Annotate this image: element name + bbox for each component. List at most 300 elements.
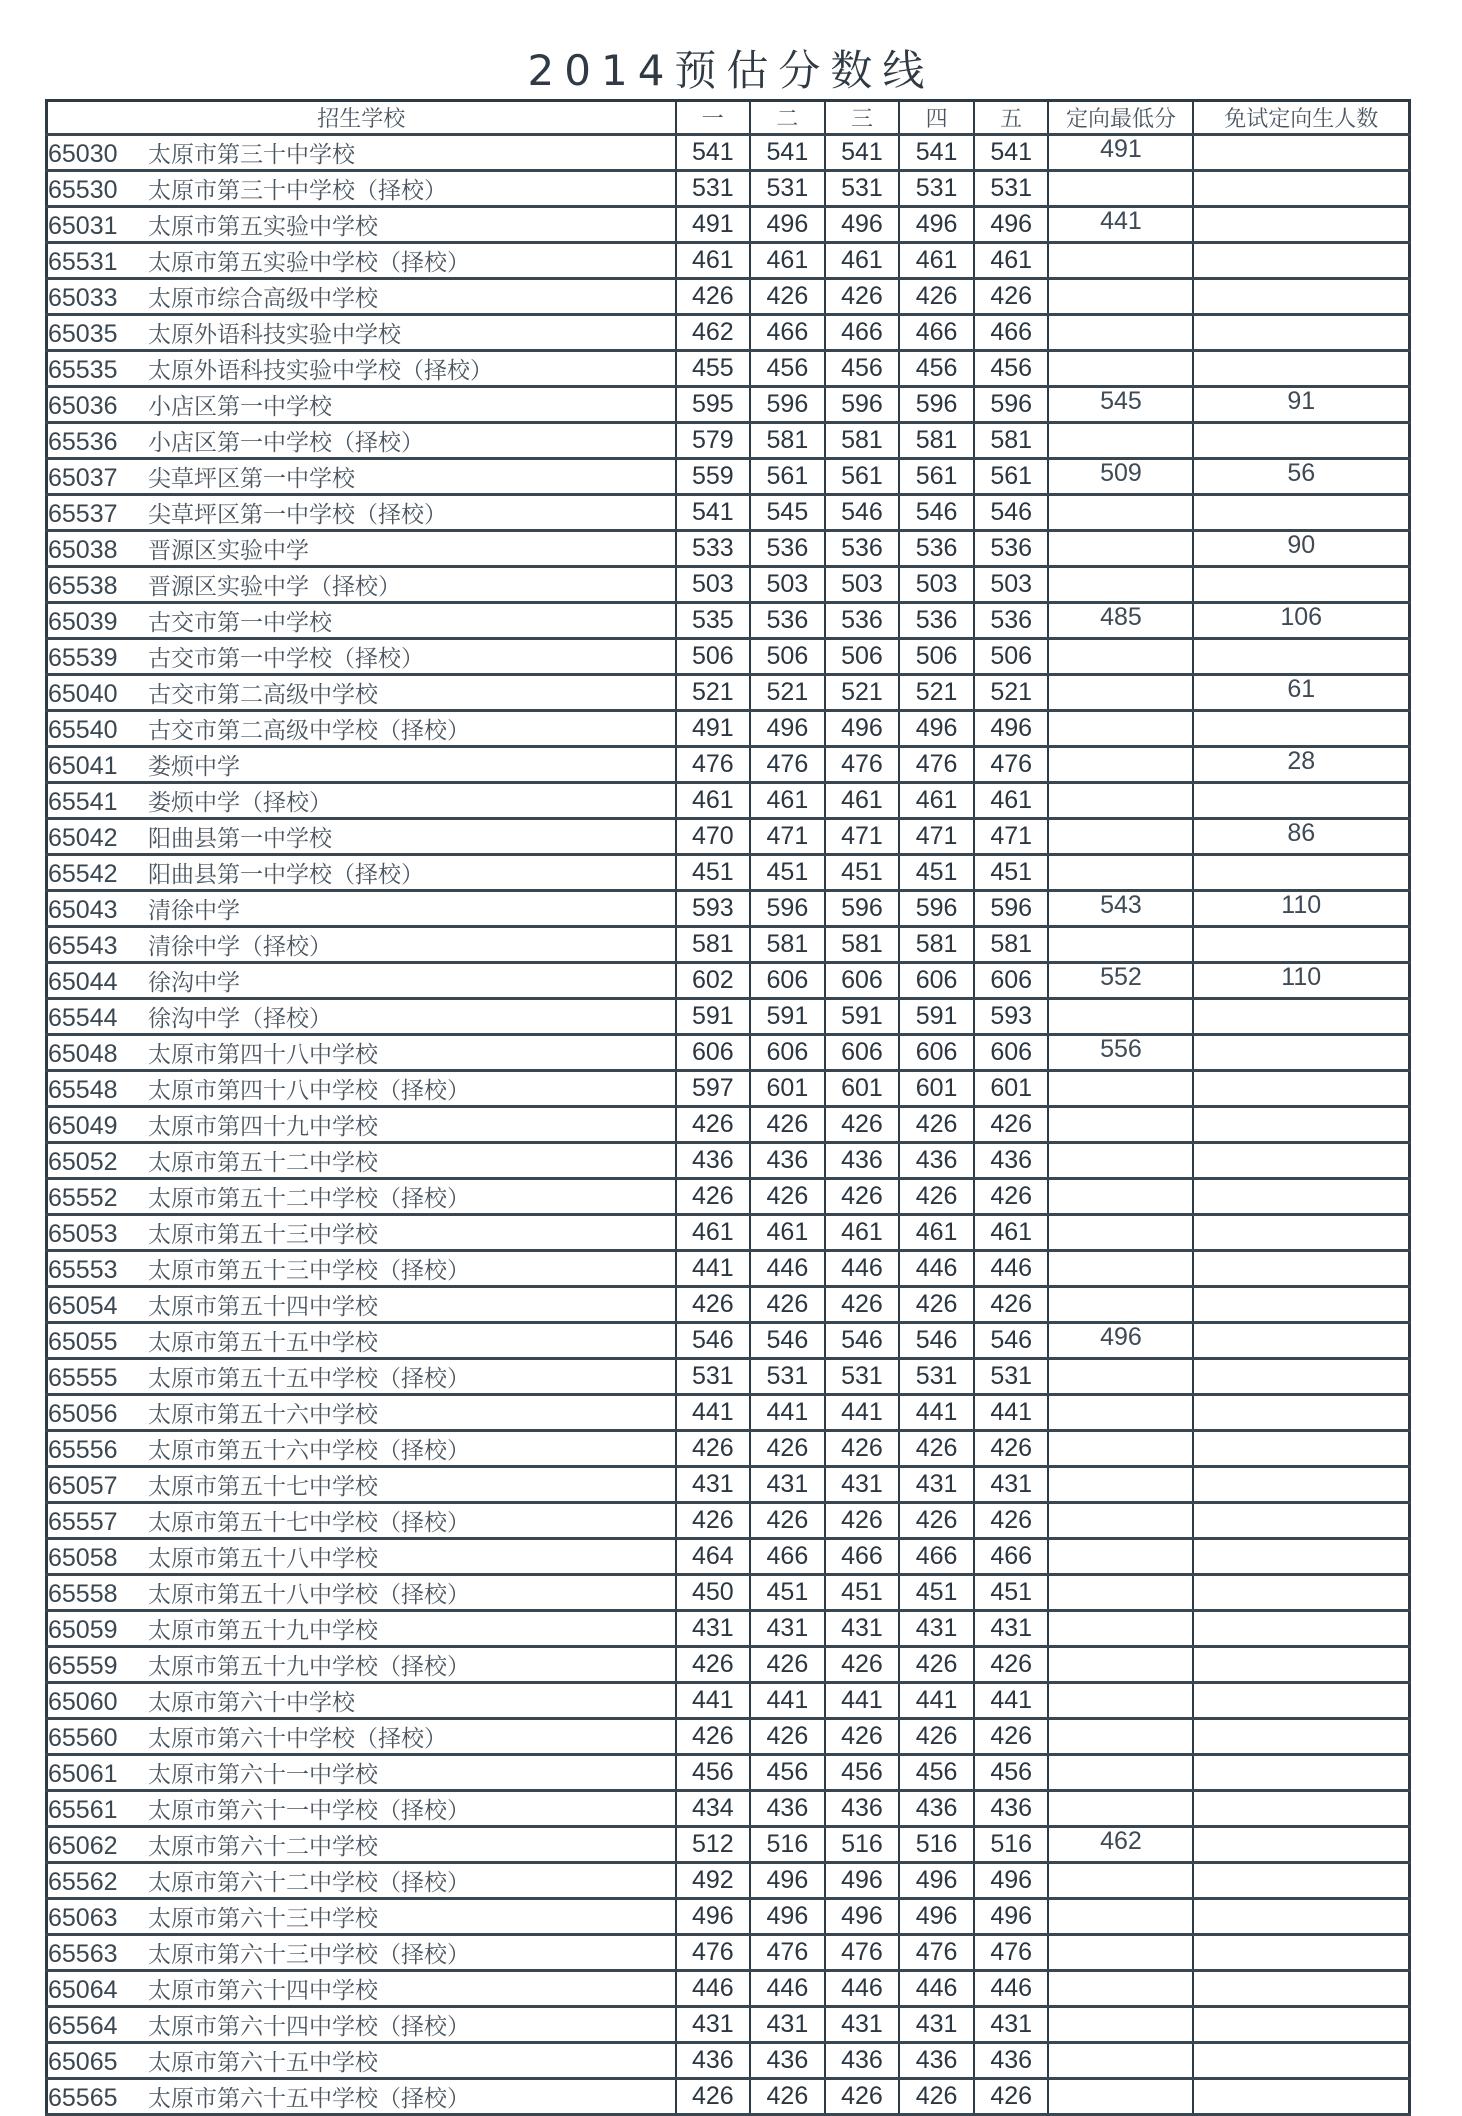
score-cell-5: 446 bbox=[974, 1971, 1049, 2007]
exempt-directed-count-cell bbox=[1193, 207, 1409, 243]
school-cell bbox=[47, 1287, 676, 1323]
score-cell-3: 456 bbox=[825, 1755, 900, 1791]
exempt-directed-count-cell bbox=[1193, 639, 1409, 675]
school-cell bbox=[47, 1863, 676, 1899]
school-name: 古交市第二高级中学校（择校） bbox=[148, 718, 470, 744]
score-cell-3: 426 bbox=[825, 2079, 900, 2115]
score-cell-4: 503 bbox=[899, 567, 974, 603]
school-code: 65059 bbox=[48, 1616, 118, 1644]
score-cell-3: 471 bbox=[825, 819, 900, 855]
score-cell-4: 461 bbox=[899, 243, 974, 279]
score-cell-2: 426 bbox=[750, 1503, 825, 1539]
table-row bbox=[47, 1035, 1410, 1071]
school-name: 徐沟中学（择校） bbox=[148, 1006, 332, 1032]
school-code: 65560 bbox=[48, 1724, 118, 1752]
score-cell-4: 436 bbox=[899, 2043, 974, 2079]
exempt-directed-count-cell bbox=[1193, 999, 1409, 1035]
score-cell-5: 593 bbox=[974, 999, 1049, 1035]
score-cell-1: 446 bbox=[676, 1971, 751, 2007]
directed-min-score-cell bbox=[1048, 351, 1193, 387]
score-cell-2: 426 bbox=[750, 279, 825, 315]
score-cell-3: 581 bbox=[825, 423, 900, 459]
directed-min-score-cell: 543 bbox=[1048, 891, 1193, 927]
score-cell-3: 436 bbox=[825, 2043, 900, 2079]
score-cell-5: 536 bbox=[974, 531, 1049, 567]
directed-min-score-cell: 509 bbox=[1048, 459, 1193, 495]
score-cell-3: 426 bbox=[825, 1179, 900, 1215]
score-cell-1: 541 bbox=[676, 495, 751, 531]
school-name: 清徐中学 bbox=[148, 898, 240, 924]
exempt-directed-count-cell bbox=[1193, 1431, 1409, 1467]
score-cell-5: 436 bbox=[974, 1143, 1049, 1179]
score-cell-2: 426 bbox=[750, 2079, 825, 2115]
table-row bbox=[47, 387, 1410, 423]
school-code: 65564 bbox=[48, 2012, 118, 2040]
exempt-directed-count-cell: 86 bbox=[1193, 819, 1409, 855]
school-code: 65039 bbox=[48, 608, 118, 636]
school-cell bbox=[47, 999, 676, 1035]
exempt-directed-count-cell: 90 bbox=[1193, 531, 1409, 567]
score-cell-4: 496 bbox=[899, 1899, 974, 1935]
exempt-directed-count-cell bbox=[1193, 171, 1409, 207]
school-code: 65540 bbox=[48, 716, 118, 744]
exempt-directed-count-cell bbox=[1193, 1143, 1409, 1179]
score-cell-2: 496 bbox=[750, 1899, 825, 1935]
directed-min-score-cell bbox=[1048, 855, 1193, 891]
score-cell-1: 426 bbox=[676, 1107, 751, 1143]
directed-min-score-cell bbox=[1048, 1215, 1193, 1251]
school-name: 太原市第六十五中学校 bbox=[148, 2050, 378, 2076]
school-cell bbox=[47, 1611, 676, 1647]
directed-min-score-cell bbox=[1048, 1611, 1193, 1647]
header-score-5: 五 bbox=[974, 101, 1049, 135]
score-cell-1: 506 bbox=[676, 639, 751, 675]
score-cell-3: 531 bbox=[825, 1359, 900, 1395]
header-score-3: 三 bbox=[825, 101, 900, 135]
table-row bbox=[47, 2043, 1410, 2079]
score-cell-2: 451 bbox=[750, 1575, 825, 1611]
school-cell bbox=[47, 927, 676, 963]
school-code: 65055 bbox=[48, 1328, 118, 1356]
score-cell-1: 431 bbox=[676, 1467, 751, 1503]
table-row bbox=[47, 711, 1410, 747]
score-cell-3: 461 bbox=[825, 783, 900, 819]
score-cell-3: 536 bbox=[825, 603, 900, 639]
directed-min-score-cell bbox=[1048, 1755, 1193, 1791]
school-name: 太原市第四十九中学校 bbox=[148, 1114, 378, 1140]
score-cell-5: 581 bbox=[974, 423, 1049, 459]
score-cell-4: 496 bbox=[899, 1863, 974, 1899]
school-name: 太原外语科技实验中学校 bbox=[148, 322, 401, 348]
table-row bbox=[47, 855, 1410, 891]
score-cell-3: 606 bbox=[825, 1035, 900, 1071]
exempt-directed-count-cell bbox=[1193, 1251, 1409, 1287]
school-cell bbox=[47, 279, 676, 315]
exempt-directed-count-cell bbox=[1193, 1395, 1409, 1431]
school-code: 65556 bbox=[48, 1436, 118, 1464]
school-cell bbox=[47, 387, 676, 423]
score-cell-3: 426 bbox=[825, 279, 900, 315]
score-cell-3: 596 bbox=[825, 891, 900, 927]
score-cell-4: 531 bbox=[899, 171, 974, 207]
score-cell-1: 426 bbox=[676, 279, 751, 315]
school-name: 晋源区实验中学（择校） bbox=[148, 574, 401, 600]
exempt-directed-count-cell bbox=[1193, 1935, 1409, 1971]
score-cell-2: 451 bbox=[750, 855, 825, 891]
score-cell-2: 426 bbox=[750, 1719, 825, 1755]
score-cell-4: 431 bbox=[899, 1611, 974, 1647]
score-cell-1: 461 bbox=[676, 1215, 751, 1251]
score-cell-5: 451 bbox=[974, 855, 1049, 891]
directed-min-score-cell bbox=[1048, 927, 1193, 963]
school-name: 太原市第五十六中学校 bbox=[148, 1402, 378, 1428]
school-code: 65559 bbox=[48, 1652, 118, 1680]
exempt-directed-count-cell bbox=[1193, 1683, 1409, 1719]
school-cell bbox=[47, 891, 676, 927]
score-cell-3: 476 bbox=[825, 747, 900, 783]
header-score-2: 二 bbox=[750, 101, 825, 135]
score-cell-2: 545 bbox=[750, 495, 825, 531]
school-code: 65060 bbox=[48, 1688, 118, 1716]
school-code: 65057 bbox=[48, 1472, 118, 1500]
score-cell-2: 441 bbox=[750, 1395, 825, 1431]
score-cell-4: 451 bbox=[899, 1575, 974, 1611]
directed-min-score-cell bbox=[1048, 1179, 1193, 1215]
table-row bbox=[47, 1647, 1410, 1683]
score-cell-1: 426 bbox=[676, 1287, 751, 1323]
table-row bbox=[47, 459, 1410, 495]
score-cell-2: 441 bbox=[750, 1683, 825, 1719]
table-row bbox=[47, 783, 1410, 819]
school-cell bbox=[47, 243, 676, 279]
score-cell-4: 496 bbox=[899, 207, 974, 243]
table-row bbox=[47, 1683, 1410, 1719]
table-row bbox=[47, 279, 1410, 315]
school-name: 太原市第六十三中学校（择校） bbox=[148, 1942, 470, 1968]
score-cell-4: 521 bbox=[899, 675, 974, 711]
directed-min-score-cell bbox=[1048, 2043, 1193, 2079]
school-name: 娄烦中学 bbox=[148, 754, 240, 780]
school-name: 太原市第五十七中学校（择校） bbox=[148, 1510, 470, 1536]
school-name: 太原市第五十三中学校（择校） bbox=[148, 1258, 470, 1284]
table-row bbox=[47, 1107, 1410, 1143]
score-cell-5: 496 bbox=[974, 207, 1049, 243]
exempt-directed-count-cell bbox=[1193, 2079, 1409, 2115]
exempt-directed-count-cell bbox=[1193, 567, 1409, 603]
score-cell-5: 441 bbox=[974, 1683, 1049, 1719]
exempt-directed-count-cell bbox=[1193, 1863, 1409, 1899]
score-cell-4: 461 bbox=[899, 783, 974, 819]
score-cell-5: 426 bbox=[974, 279, 1049, 315]
school-name: 古交市第一中学校 bbox=[148, 610, 332, 636]
score-cell-2: 496 bbox=[750, 207, 825, 243]
score-cell-4: 466 bbox=[899, 1539, 974, 1575]
school-cell bbox=[47, 1107, 676, 1143]
directed-min-score-cell bbox=[1048, 315, 1193, 351]
school-code: 65062 bbox=[48, 1832, 118, 1860]
table-row bbox=[47, 603, 1410, 639]
score-cell-5: 503 bbox=[974, 567, 1049, 603]
score-cell-2: 476 bbox=[750, 1935, 825, 1971]
school-code: 65058 bbox=[48, 1544, 118, 1572]
score-cell-4: 446 bbox=[899, 1971, 974, 2007]
score-cell-4: 546 bbox=[899, 1323, 974, 1359]
score-cell-1: 491 bbox=[676, 207, 751, 243]
score-cell-2: 426 bbox=[750, 1179, 825, 1215]
school-cell bbox=[47, 1431, 676, 1467]
score-cell-4: 431 bbox=[899, 2007, 974, 2043]
score-cell-5: 531 bbox=[974, 171, 1049, 207]
school-cell bbox=[47, 1971, 676, 2007]
score-cell-1: 441 bbox=[676, 1251, 751, 1287]
school-cell bbox=[47, 963, 676, 999]
exempt-directed-count-cell bbox=[1193, 1467, 1409, 1503]
score-cell-4: 606 bbox=[899, 963, 974, 999]
school-code: 65542 bbox=[48, 860, 118, 888]
school-code: 65541 bbox=[48, 788, 118, 816]
score-cell-4: 606 bbox=[899, 1035, 974, 1071]
score-cell-1: 559 bbox=[676, 459, 751, 495]
school-cell bbox=[47, 1071, 676, 1107]
score-cell-4: 476 bbox=[899, 1935, 974, 1971]
score-cell-2: 431 bbox=[750, 1611, 825, 1647]
school-cell bbox=[47, 855, 676, 891]
directed-min-score-cell bbox=[1048, 1935, 1193, 1971]
school-code: 65048 bbox=[48, 1040, 118, 1068]
school-code: 65557 bbox=[48, 1508, 118, 1536]
school-cell bbox=[47, 315, 676, 351]
score-cell-1: 456 bbox=[676, 1755, 751, 1791]
exempt-directed-count-cell bbox=[1193, 1611, 1409, 1647]
score-cell-4: 471 bbox=[899, 819, 974, 855]
directed-min-score-cell bbox=[1048, 1647, 1193, 1683]
table-row bbox=[47, 531, 1410, 567]
score-cell-1: 606 bbox=[676, 1035, 751, 1071]
score-cell-2: 606 bbox=[750, 963, 825, 999]
table-row bbox=[47, 639, 1410, 675]
score-cell-3: 441 bbox=[825, 1395, 900, 1431]
exempt-directed-count-cell bbox=[1193, 1071, 1409, 1107]
score-cell-1: 593 bbox=[676, 891, 751, 927]
score-cell-3: 451 bbox=[825, 855, 900, 891]
score-cell-2: 436 bbox=[750, 2043, 825, 2079]
school-code: 65561 bbox=[48, 1796, 118, 1824]
exempt-directed-count-cell bbox=[1193, 315, 1409, 351]
score-cell-4: 426 bbox=[899, 1107, 974, 1143]
school-cell bbox=[47, 1647, 676, 1683]
school-name: 太原市第五十八中学校 bbox=[148, 1546, 378, 1572]
score-cell-2: 476 bbox=[750, 747, 825, 783]
school-cell bbox=[47, 1215, 676, 1251]
exempt-directed-count-cell bbox=[1193, 1359, 1409, 1395]
score-cell-1: 426 bbox=[676, 1179, 751, 1215]
school-cell bbox=[47, 1251, 676, 1287]
score-cell-3: 466 bbox=[825, 315, 900, 351]
table-row bbox=[47, 1503, 1410, 1539]
score-cell-4: 601 bbox=[899, 1071, 974, 1107]
score-cell-4: 591 bbox=[899, 999, 974, 1035]
school-name: 太原市第六十一中学校 bbox=[148, 1762, 378, 1788]
directed-min-score-cell bbox=[1048, 1971, 1193, 2007]
exempt-directed-count-cell bbox=[1193, 1647, 1409, 1683]
school-code: 65531 bbox=[48, 248, 118, 276]
score-cell-2: 531 bbox=[750, 171, 825, 207]
table-row bbox=[47, 1359, 1410, 1395]
score-cell-2: 521 bbox=[750, 675, 825, 711]
score-cell-5: 466 bbox=[974, 1539, 1049, 1575]
directed-min-score-cell bbox=[1048, 279, 1193, 315]
table-row bbox=[47, 1431, 1410, 1467]
school-code: 65043 bbox=[48, 896, 118, 924]
exempt-directed-count-cell: 28 bbox=[1193, 747, 1409, 783]
table-row bbox=[47, 243, 1410, 279]
directed-min-score-cell bbox=[1048, 1683, 1193, 1719]
table-row bbox=[47, 1863, 1410, 1899]
score-cell-2: 546 bbox=[750, 1323, 825, 1359]
score-cell-1: 541 bbox=[676, 135, 751, 171]
school-name: 太原市第六十中学校 bbox=[148, 1690, 355, 1716]
score-cell-2: 496 bbox=[750, 711, 825, 747]
score-cell-5: 476 bbox=[974, 747, 1049, 783]
table-header-row bbox=[47, 101, 1410, 135]
school-code: 65049 bbox=[48, 1112, 118, 1140]
score-cell-1: 535 bbox=[676, 603, 751, 639]
directed-min-score-cell: 556 bbox=[1048, 1035, 1193, 1071]
school-code: 65030 bbox=[48, 140, 118, 168]
school-cell bbox=[47, 2007, 676, 2043]
school-name: 太原市第五实验中学校（择校） bbox=[148, 250, 470, 276]
score-cell-4: 426 bbox=[899, 1647, 974, 1683]
school-code: 65536 bbox=[48, 428, 118, 456]
score-cell-3: 516 bbox=[825, 1827, 900, 1863]
school-code: 65035 bbox=[48, 320, 118, 348]
score-cell-3: 431 bbox=[825, 1611, 900, 1647]
directed-min-score-cell bbox=[1048, 999, 1193, 1035]
school-name: 太原市第五十四中学校 bbox=[148, 1294, 378, 1320]
school-name: 太原市第五十九中学校（择校） bbox=[148, 1654, 470, 1680]
exempt-directed-count-cell bbox=[1193, 1287, 1409, 1323]
table-row bbox=[47, 1575, 1410, 1611]
score-cell-3: 476 bbox=[825, 1935, 900, 1971]
school-code: 65539 bbox=[48, 644, 118, 672]
score-cell-2: 461 bbox=[750, 783, 825, 819]
school-cell bbox=[47, 1035, 676, 1071]
school-name: 太原市第六十二中学校 bbox=[148, 1834, 378, 1860]
exempt-directed-count-cell bbox=[1193, 351, 1409, 387]
table-row bbox=[47, 1971, 1410, 2007]
exempt-directed-count-cell: 61 bbox=[1193, 675, 1409, 711]
school-code: 65054 bbox=[48, 1292, 118, 1320]
table-row bbox=[47, 1323, 1410, 1359]
score-cell-5: 446 bbox=[974, 1251, 1049, 1287]
score-cell-5: 476 bbox=[974, 1935, 1049, 1971]
exempt-directed-count-cell: 56 bbox=[1193, 459, 1409, 495]
directed-min-score-cell bbox=[1048, 1899, 1193, 1935]
school-code: 65038 bbox=[48, 536, 118, 564]
score-cell-1: 462 bbox=[676, 315, 751, 351]
score-cell-1: 579 bbox=[676, 423, 751, 459]
score-cell-3: 461 bbox=[825, 1215, 900, 1251]
school-name: 太原市综合高级中学校 bbox=[148, 286, 378, 312]
table-row bbox=[47, 1215, 1410, 1251]
score-cell-5: 531 bbox=[974, 1359, 1049, 1395]
score-cell-2: 536 bbox=[750, 603, 825, 639]
score-cell-2: 536 bbox=[750, 531, 825, 567]
school-cell bbox=[47, 1539, 676, 1575]
score-cell-2: 426 bbox=[750, 1647, 825, 1683]
table-row bbox=[47, 423, 1410, 459]
score-cell-3: 521 bbox=[825, 675, 900, 711]
table-row bbox=[47, 1611, 1410, 1647]
school-name: 徐沟中学 bbox=[148, 970, 240, 996]
score-cell-5: 536 bbox=[974, 603, 1049, 639]
score-cell-5: 506 bbox=[974, 639, 1049, 675]
exempt-directed-count-cell bbox=[1193, 1575, 1409, 1611]
score-cell-3: 446 bbox=[825, 1971, 900, 2007]
school-name: 太原市第五十六中学校（择校） bbox=[148, 1438, 470, 1464]
school-code: 65530 bbox=[48, 176, 118, 204]
school-name: 小店区第一中学校 bbox=[148, 394, 332, 420]
score-cell-2: 431 bbox=[750, 2007, 825, 2043]
score-cell-1: 431 bbox=[676, 2007, 751, 2043]
school-cell bbox=[47, 1143, 676, 1179]
score-cell-4: 561 bbox=[899, 459, 974, 495]
score-cell-4: 426 bbox=[899, 1431, 974, 1467]
table-row bbox=[47, 1179, 1410, 1215]
score-cell-1: 426 bbox=[676, 1503, 751, 1539]
school-cell bbox=[47, 1827, 676, 1863]
score-cell-3: 436 bbox=[825, 1143, 900, 1179]
score-cell-1: 591 bbox=[676, 999, 751, 1035]
directed-min-score-cell: 552 bbox=[1048, 963, 1193, 999]
score-cell-5: 436 bbox=[974, 1791, 1049, 1827]
score-cell-1: 476 bbox=[676, 747, 751, 783]
exempt-directed-count-cell bbox=[1193, 1899, 1409, 1935]
score-cell-4: 436 bbox=[899, 1143, 974, 1179]
score-cell-5: 601 bbox=[974, 1071, 1049, 1107]
table-row bbox=[47, 891, 1410, 927]
score-cell-1: 441 bbox=[676, 1395, 751, 1431]
score-cell-5: 596 bbox=[974, 387, 1049, 423]
school-cell bbox=[47, 1395, 676, 1431]
directed-min-score-cell bbox=[1048, 495, 1193, 531]
school-cell bbox=[47, 819, 676, 855]
table-row bbox=[47, 2007, 1410, 2043]
school-name: 太原市第三十中学校（择校） bbox=[148, 178, 447, 204]
school-name: 太原市第六十中学校（择校） bbox=[148, 1726, 447, 1752]
score-cell-5: 451 bbox=[974, 1575, 1049, 1611]
score-cell-3: 561 bbox=[825, 459, 900, 495]
table-row bbox=[47, 1143, 1410, 1179]
score-cell-5: 431 bbox=[974, 1611, 1049, 1647]
score-cell-4: 546 bbox=[899, 495, 974, 531]
school-name: 太原市第五十五中学校 bbox=[148, 1330, 378, 1356]
score-cell-2: 466 bbox=[750, 315, 825, 351]
score-cell-1: 434 bbox=[676, 1791, 751, 1827]
header-exempt-directed-count: 免试定向生人数 bbox=[1193, 101, 1409, 135]
school-code: 65040 bbox=[48, 680, 118, 708]
score-cell-1: 461 bbox=[676, 243, 751, 279]
score-cell-5: 496 bbox=[974, 1863, 1049, 1899]
score-cell-5: 581 bbox=[974, 927, 1049, 963]
exempt-directed-count-cell bbox=[1193, 2007, 1409, 2043]
school-code: 65538 bbox=[48, 572, 118, 600]
directed-min-score-cell bbox=[1048, 1575, 1193, 1611]
score-cell-1: 426 bbox=[676, 2079, 751, 2115]
school-cell bbox=[47, 567, 676, 603]
score-cell-3: 446 bbox=[825, 1251, 900, 1287]
table-row bbox=[47, 747, 1410, 783]
